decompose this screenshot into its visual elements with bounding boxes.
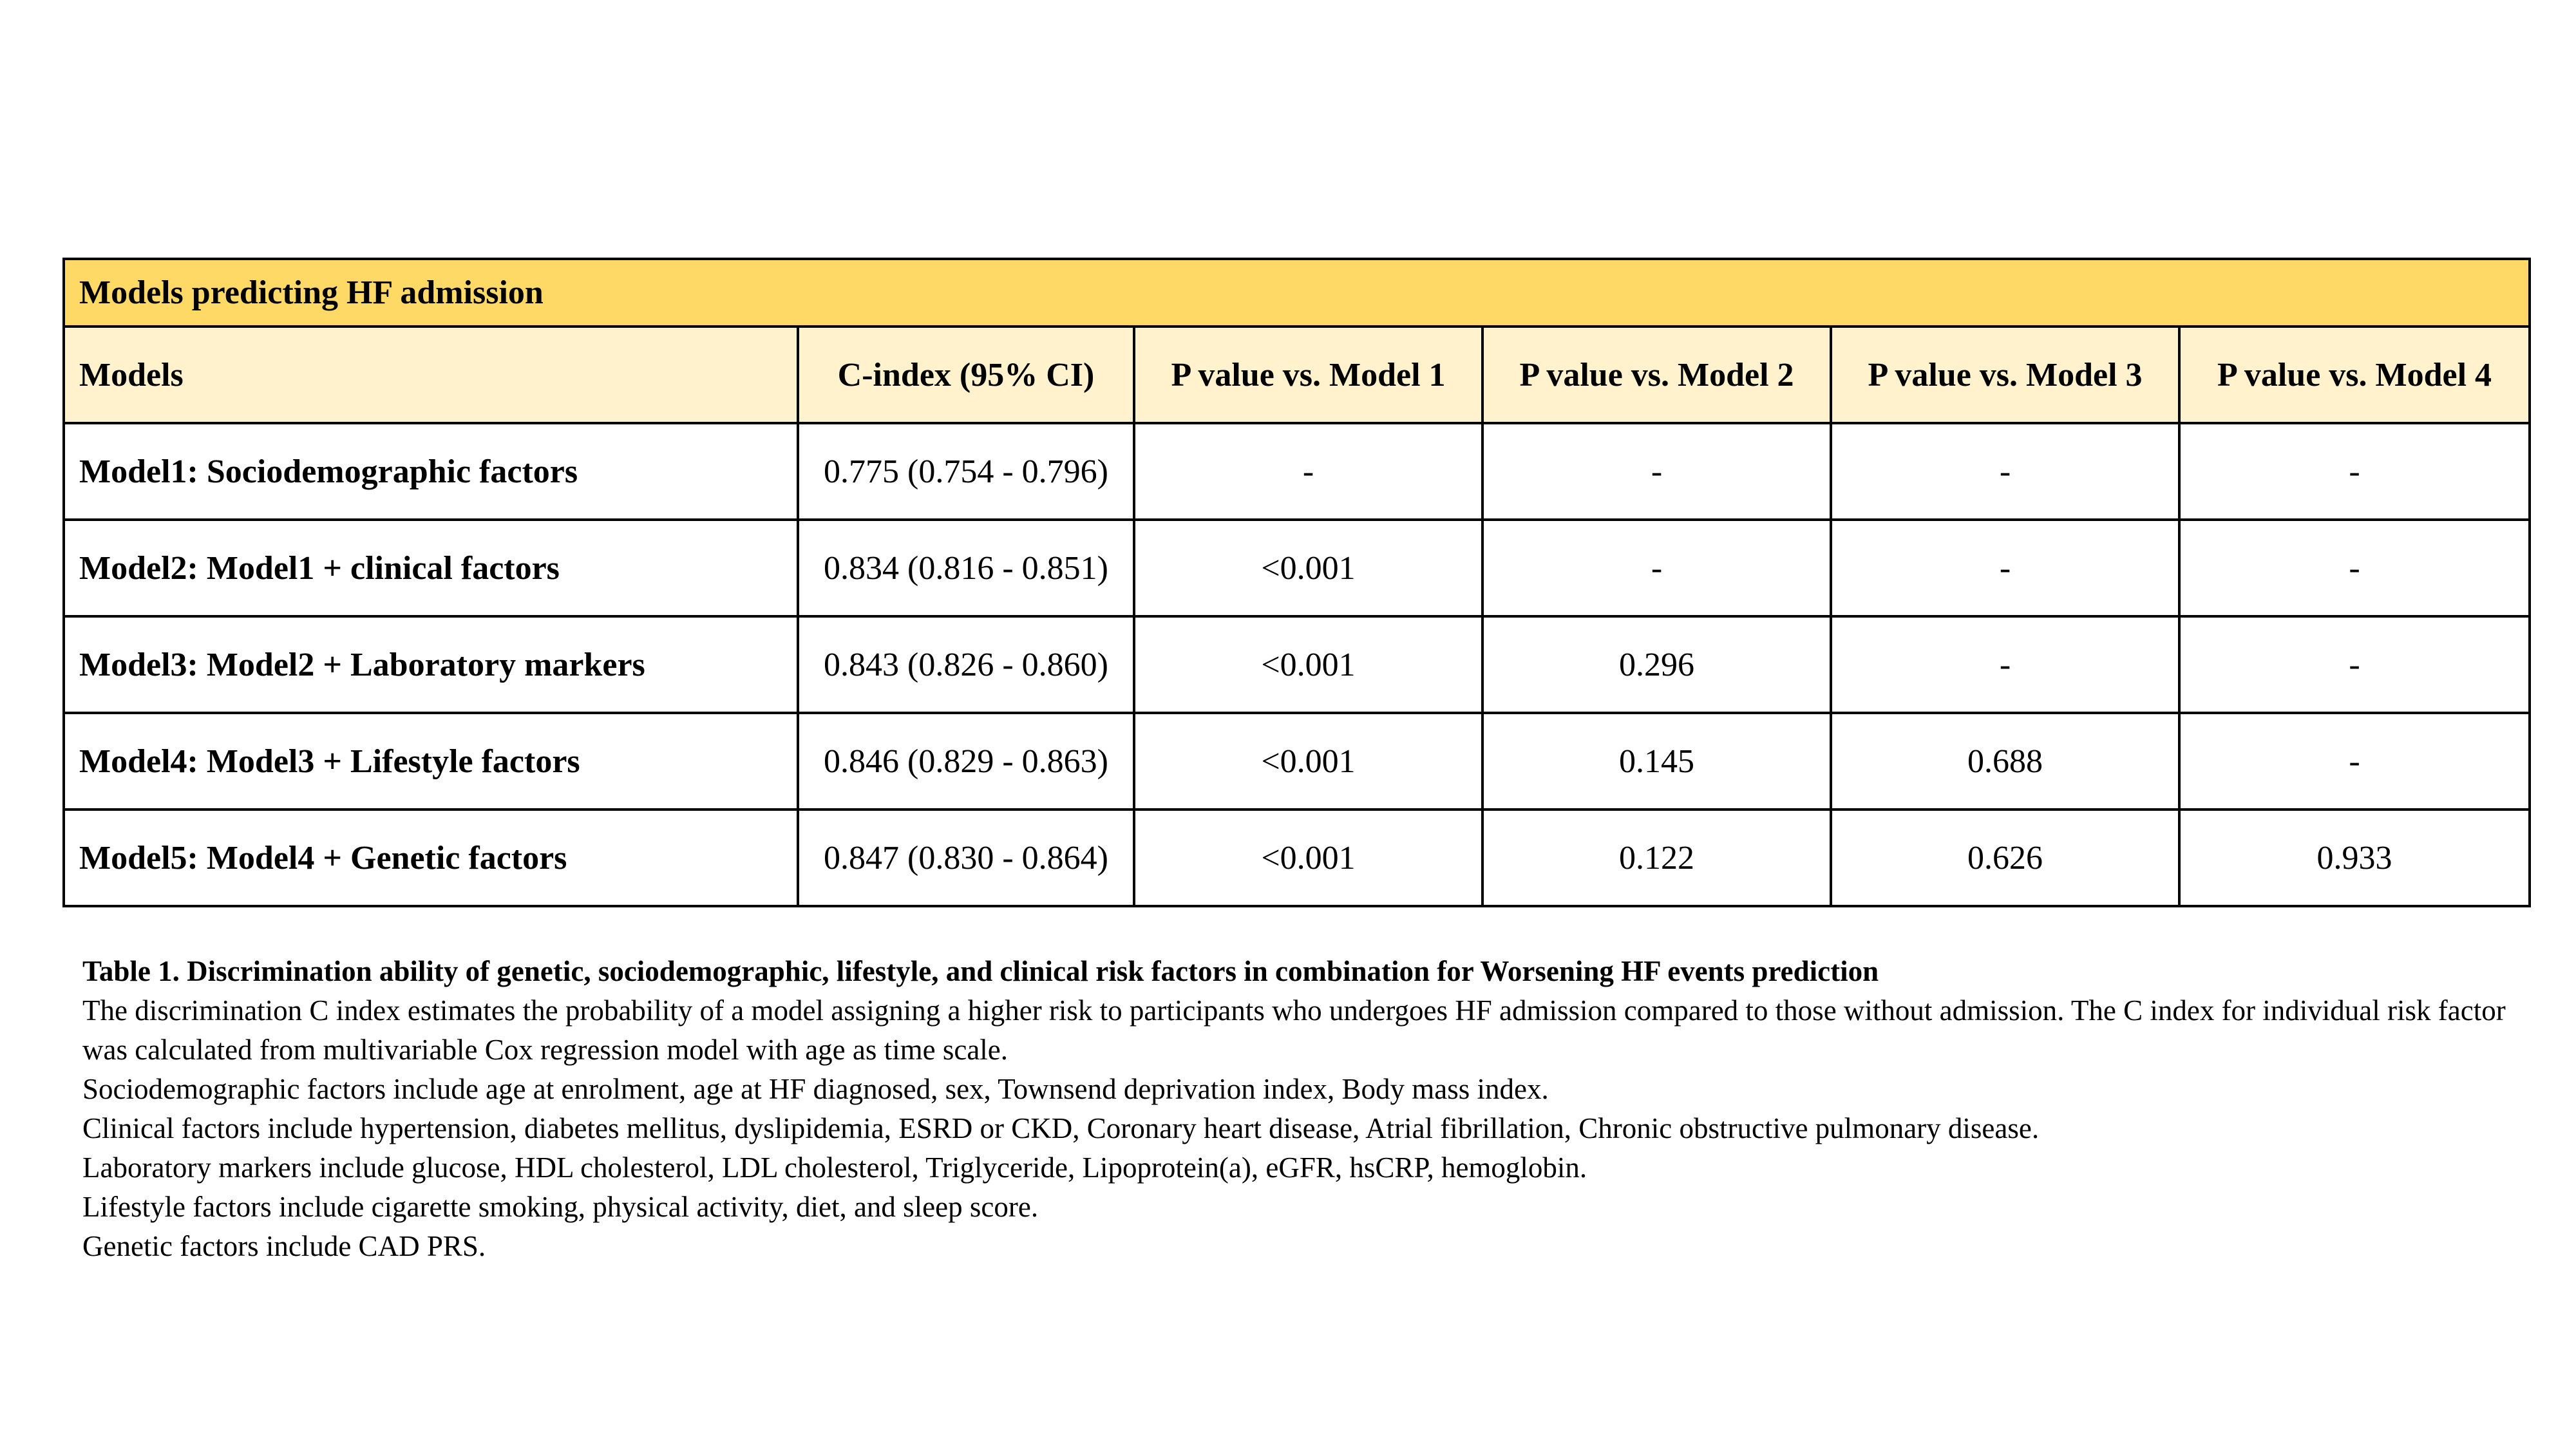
- c-index-cell: 0.775 (0.754 - 0.796): [798, 423, 1134, 520]
- p-value-cell: 0.122: [1482, 810, 1831, 906]
- model-name-cell: Model2: Model1 + clinical factors: [64, 520, 798, 616]
- p-value-cell: <0.001: [1134, 616, 1482, 713]
- p-value-cell: 0.145: [1482, 713, 1831, 810]
- table-caption: [82, 952, 2517, 1266]
- c-index-cell: 0.843 (0.826 - 0.860): [798, 616, 1134, 713]
- p-value-cell: -: [1482, 520, 1831, 616]
- header-c-index: C-index (95% CI): [798, 327, 1134, 423]
- header-p-vs-model-2: P value vs. Model 2: [1482, 327, 1831, 423]
- p-value-cell: -: [2179, 423, 2530, 520]
- p-value-cell: -: [1134, 423, 1482, 520]
- header-p-vs-model-4: P value vs. Model 4: [2179, 327, 2530, 423]
- table-row: [64, 616, 2530, 713]
- caption-line-c-index-description: The discrimination C index estimates the probability of a model assigning a higher risk to participants who undergoes HF admission compared to those without admission. The C index for individual risk factor was calculated from multivariable Cox regression model with age as time scale.: [82, 994, 2506, 1066]
- p-value-cell: 0.626: [1831, 810, 2179, 906]
- c-index-cell: 0.846 (0.829 - 0.863): [798, 713, 1134, 810]
- p-value-cell: -: [1482, 423, 1831, 520]
- caption-line-clinical: Clinical factors include hypertension, diabetes mellitus, dyslipidemia, ESRD or CKD, Coronary heart disease, Atrial fibrillation, Chronic obstructive pulmonary disease.: [82, 1112, 2040, 1144]
- p-value-cell: <0.001: [1134, 810, 1482, 906]
- table-title: Models predicting HF admission: [64, 259, 2530, 327]
- model-name-cell: Model4: Model3 + Lifestyle factors: [64, 713, 798, 810]
- table-title-row: [64, 259, 2530, 327]
- caption-line-lifestyle: Lifestyle factors include cigarette smoking, physical activity, diet, and sleep score.: [82, 1191, 1039, 1223]
- p-value-cell: -: [1831, 520, 2179, 616]
- model-name-cell: Model5: Model4 + Genetic factors: [64, 810, 798, 906]
- p-value-cell: <0.001: [1134, 713, 1482, 810]
- caption-line-sociodemographic: Sociodemographic factors include age at enrolment, age at HF diagnosed, sex, Townsend deprivation index, Body mass index.: [82, 1073, 1549, 1105]
- table-row: [64, 713, 2530, 810]
- p-value-cell: -: [1831, 423, 2179, 520]
- caption-line-genetic: Genetic factors include CAD PRS.: [82, 1230, 486, 1262]
- p-value-cell: 0.933: [2179, 810, 2530, 906]
- table-header-row: [64, 327, 2530, 423]
- header-models: Models: [64, 327, 798, 423]
- header-p-vs-model-1: P value vs. Model 1: [1134, 327, 1482, 423]
- model-name-cell: Model3: Model2 + Laboratory markers: [64, 616, 798, 713]
- table-row: [64, 520, 2530, 616]
- p-value-cell: -: [2179, 520, 2530, 616]
- table-row: [64, 423, 2530, 520]
- results-table: [62, 258, 2531, 907]
- p-value-cell: -: [2179, 616, 2530, 713]
- header-p-vs-model-3: P value vs. Model 3: [1831, 327, 2179, 423]
- p-value-cell: -: [1831, 616, 2179, 713]
- table-row: [64, 810, 2530, 906]
- c-index-cell: 0.834 (0.816 - 0.851): [798, 520, 1134, 616]
- p-value-cell: <0.001: [1134, 520, 1482, 616]
- caption-line-laboratory: Laboratory markers include glucose, HDL cholesterol, LDL cholesterol, Triglyceride, Lipoprotein(a), eGFR, hsCRP, hemoglobin.: [82, 1151, 1587, 1184]
- p-value-cell: -: [2179, 713, 2530, 810]
- model-name-cell: Model1: Sociodemographic factors: [64, 423, 798, 520]
- c-index-cell: 0.847 (0.830 - 0.864): [798, 810, 1134, 906]
- p-value-cell: 0.296: [1482, 616, 1831, 713]
- p-value-cell: 0.688: [1831, 713, 2179, 810]
- caption-title: Table 1. Discrimination ability of genetic, sociodemographic, lifestyle, and clinical risk factors in combination for Worsening HF events prediction: [82, 955, 1879, 987]
